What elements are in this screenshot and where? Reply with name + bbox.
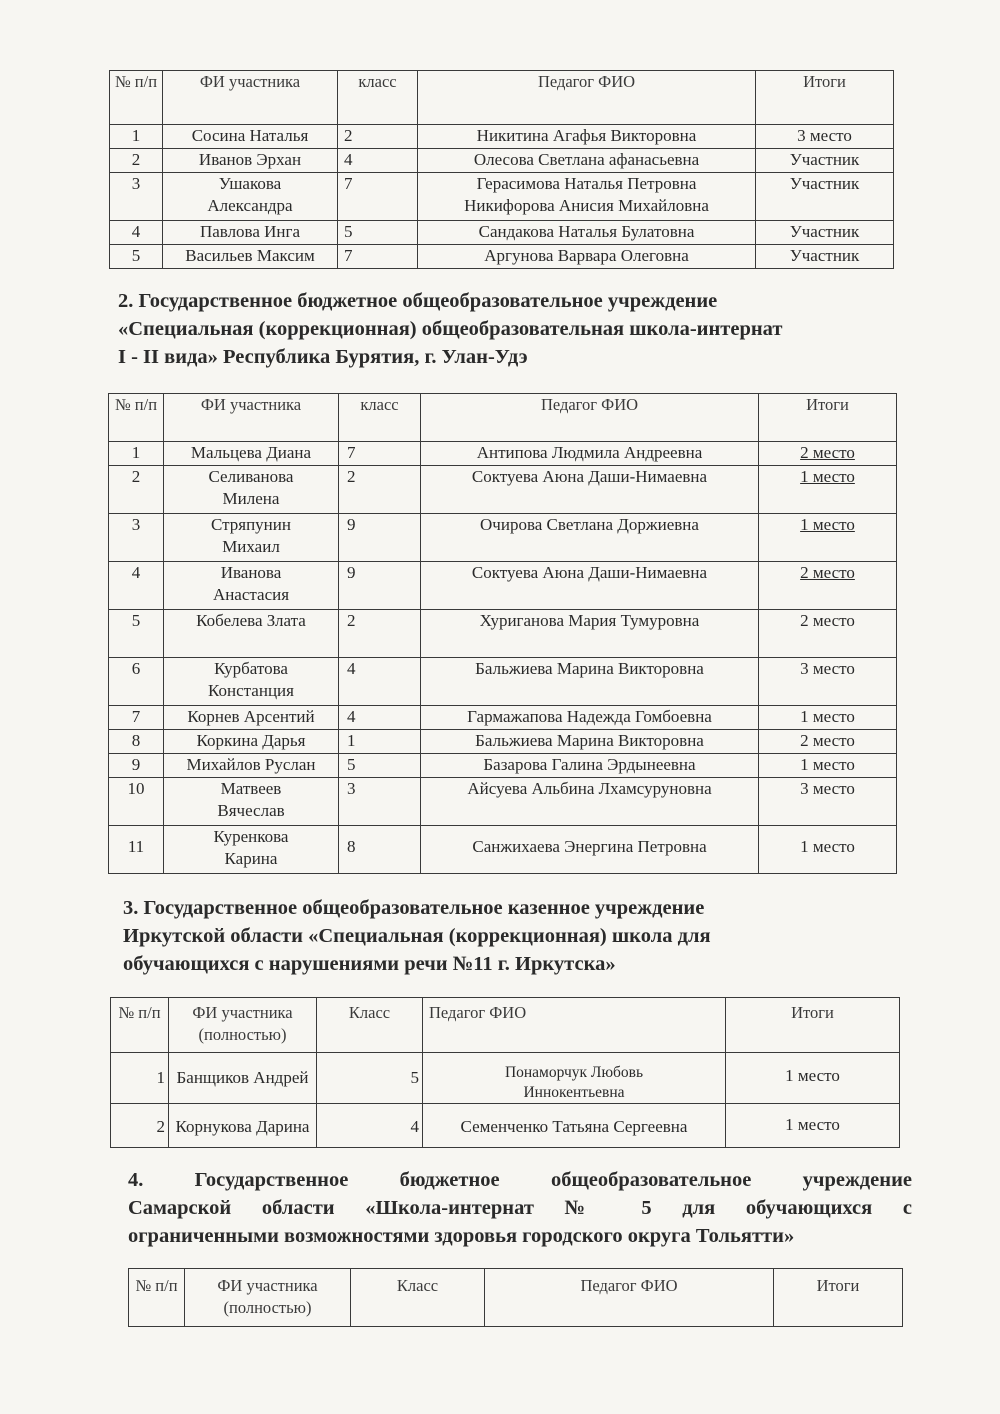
heading-line: 2. Государственное бюджетное общеобразовательное учреждение xyxy=(118,290,718,312)
cell-num: 11 xyxy=(109,826,164,874)
header-result: Итоги xyxy=(726,998,900,1053)
header-grade: Класс xyxy=(351,1269,485,1327)
cell-teacher: Семенченко Татьяна Сергеевна xyxy=(423,1104,726,1148)
heading-line: 4. Государственное бюджетное общеобразовательное учреждение xyxy=(128,1169,912,1191)
cell-grade: 8 xyxy=(339,826,421,874)
cell-teacher: Айсуева Альбина Лхамсуруновна xyxy=(421,778,759,826)
cell-num: 4 xyxy=(109,562,164,610)
table-row xyxy=(110,149,894,173)
cell-name: Михайлов Руслан xyxy=(164,754,339,778)
cell-num: 5 xyxy=(110,245,163,269)
cell-result: Участник xyxy=(756,245,894,269)
header-num: № п/п xyxy=(110,71,163,125)
cell-result: 1 место xyxy=(759,826,897,874)
cell-num: 2 xyxy=(109,466,164,514)
cell-teacher: Антипова Людмила Андреевна xyxy=(421,442,759,466)
cell-result: 1 место xyxy=(759,466,897,514)
cell-grade: 5 xyxy=(317,1053,423,1104)
table-row xyxy=(109,562,897,610)
cell-grade: 9 xyxy=(339,562,421,610)
cell-name: Банщиков Андрей xyxy=(169,1053,317,1104)
cell-num: 7 xyxy=(109,706,164,730)
cell-num: 2 xyxy=(110,149,163,173)
cell-num: 6 xyxy=(109,658,164,706)
cell-num: 1 xyxy=(110,125,163,149)
cell-grade: 5 xyxy=(339,754,421,778)
cell-num: 5 xyxy=(109,610,164,658)
table-row xyxy=(109,778,897,826)
cell-name: Иванов Эрхан xyxy=(163,149,338,173)
cell-num: 3 xyxy=(110,173,163,221)
cell-name: Селиванова Милена xyxy=(164,466,339,514)
header-result: Итоги xyxy=(774,1269,903,1327)
table-row xyxy=(109,730,897,754)
cell-grade: 4 xyxy=(339,706,421,730)
header-result: Итоги xyxy=(759,394,897,442)
cell-result: Участник xyxy=(756,149,894,173)
cell-teacher: Герасимова Наталья Петровна Никифорова Анисия Михайловна xyxy=(418,173,756,221)
cell-result: 2 место xyxy=(759,610,897,658)
table-row xyxy=(109,466,897,514)
cell-teacher: Понаморчук Любовь Иннокентьевна xyxy=(423,1053,726,1104)
table-row xyxy=(109,442,897,466)
cell-result: 1 место xyxy=(726,1104,900,1148)
cell-result: 2 место xyxy=(759,562,897,610)
header-teacher: Педагог ФИО xyxy=(423,998,726,1053)
results-table-1 xyxy=(109,70,894,269)
cell-name: Васильев Максим xyxy=(163,245,338,269)
cell-grade: 4 xyxy=(317,1104,423,1148)
section-3-heading xyxy=(123,894,893,978)
table-row xyxy=(111,1053,900,1104)
cell-teacher: Гармажапова Надежда Гомбоевна xyxy=(421,706,759,730)
table-row xyxy=(109,658,897,706)
table-header-row xyxy=(111,998,900,1053)
header-teacher: Педагог ФИО xyxy=(421,394,759,442)
table-header-row xyxy=(109,394,897,442)
table-row xyxy=(109,706,897,730)
cell-name: Сосина Наталья xyxy=(163,125,338,149)
section-4-heading xyxy=(128,1166,912,1250)
cell-result: 3 место xyxy=(756,125,894,149)
section-2-heading xyxy=(118,287,888,371)
results-table-2 xyxy=(108,393,897,874)
table-row xyxy=(109,514,897,562)
cell-name: Мальцева Диана xyxy=(164,442,339,466)
heading-line: I - II вида» Республика Бурятия, г. Улан-Удэ xyxy=(118,346,528,368)
cell-grade: 5 xyxy=(338,221,418,245)
cell-result: Участник xyxy=(756,221,894,245)
cell-teacher: Бальжиева Марина Викторовна xyxy=(421,730,759,754)
cell-grade: 4 xyxy=(338,149,418,173)
header-result: Итоги xyxy=(756,71,894,125)
cell-teacher: Бальжиева Марина Викторовна xyxy=(421,658,759,706)
header-teacher: Педагог ФИО xyxy=(485,1269,774,1327)
cell-teacher: Очирова Светлана Доржиевна xyxy=(421,514,759,562)
table-header-row xyxy=(129,1269,903,1327)
cell-num: 9 xyxy=(109,754,164,778)
heading-line: «Специальная (коррекционная) общеобразовательная школа-интернат xyxy=(118,318,783,340)
table-row xyxy=(109,754,897,778)
header-name: ФИ участника xyxy=(163,71,338,125)
table-row xyxy=(110,125,894,149)
cell-grade: 1 xyxy=(339,730,421,754)
header-teacher: Педагог ФИО xyxy=(418,71,756,125)
table-header-row xyxy=(110,71,894,125)
cell-result: 3 место xyxy=(759,658,897,706)
cell-num: 2 xyxy=(111,1104,169,1148)
heading-line: 3. Государственное общеобразовательное казенное учреждение xyxy=(123,897,705,919)
header-grade: класс xyxy=(338,71,418,125)
cell-name: Корнев Арсентий xyxy=(164,706,339,730)
cell-grade: 2 xyxy=(339,466,421,514)
table-row xyxy=(110,221,894,245)
cell-teacher: Базарова Галина Эрдынеевна xyxy=(421,754,759,778)
cell-grade: 7 xyxy=(339,442,421,466)
cell-name: Куренкова Карина xyxy=(164,826,339,874)
cell-result: 3 место xyxy=(759,778,897,826)
table-row xyxy=(110,173,894,221)
cell-name: Курбатова Констанция xyxy=(164,658,339,706)
cell-num: 10 xyxy=(109,778,164,826)
header-num: № п/п xyxy=(109,394,164,442)
cell-teacher: Аргунова Варвара Олеговна xyxy=(418,245,756,269)
results-table-4 xyxy=(128,1268,903,1327)
heading-line: Самарской области «Школа-интернат № 5 для обучающихся с xyxy=(128,1197,912,1219)
cell-grade: 7 xyxy=(338,245,418,269)
cell-grade: 9 xyxy=(339,514,421,562)
cell-grade: 3 xyxy=(339,778,421,826)
cell-teacher: Хуриганова Мария Тумуровна xyxy=(421,610,759,658)
cell-name: Матвеев Вячеслав xyxy=(164,778,339,826)
cell-grade: 2 xyxy=(339,610,421,658)
cell-teacher: Соктуева Аюна Даши-Нимаевна xyxy=(421,466,759,514)
cell-teacher: Никитина Агафья Викторовна xyxy=(418,125,756,149)
cell-result: 1 место xyxy=(726,1053,900,1104)
heading-line: ограниченными возможностями здоровья городского округа Тольятти» xyxy=(128,1225,795,1247)
heading-line: обучающихся с нарушениями речи №11 г. Иркутска» xyxy=(123,953,616,975)
header-num: № п/п xyxy=(111,998,169,1053)
cell-teacher: Санжихаева Энергина Петровна xyxy=(421,826,759,874)
cell-num: 3 xyxy=(109,514,164,562)
cell-result: Участник xyxy=(756,173,894,221)
cell-result: 2 место xyxy=(759,442,897,466)
cell-name: Ушакова Александра xyxy=(163,173,338,221)
cell-num: 8 xyxy=(109,730,164,754)
cell-result: 1 место xyxy=(759,754,897,778)
header-grade: Класс xyxy=(317,998,423,1053)
cell-grade: 4 xyxy=(339,658,421,706)
cell-name: Коркина Дарья xyxy=(164,730,339,754)
header-name: ФИ участника xyxy=(164,394,339,442)
header-grade: класс xyxy=(339,394,421,442)
table-row xyxy=(109,826,897,874)
cell-name: Павлова Инга xyxy=(163,221,338,245)
cell-name: Иванова Анастасия xyxy=(164,562,339,610)
cell-num: 4 xyxy=(110,221,163,245)
cell-name: Стряпунин Михаил xyxy=(164,514,339,562)
cell-name: Корнукова Дарина xyxy=(169,1104,317,1148)
cell-num: 1 xyxy=(111,1053,169,1104)
cell-teacher: Сандакова Наталья Булатовна xyxy=(418,221,756,245)
cell-result: 2 место xyxy=(759,730,897,754)
cell-grade: 2 xyxy=(338,125,418,149)
cell-result: 1 место xyxy=(759,706,897,730)
heading-line: Иркутской области «Специальная (коррекционная) школа для xyxy=(123,925,711,947)
cell-result: 1 место xyxy=(759,514,897,562)
results-table-3 xyxy=(110,997,900,1148)
table-row xyxy=(110,245,894,269)
header-name: ФИ участника (полностью) xyxy=(185,1269,351,1327)
cell-num: 1 xyxy=(109,442,164,466)
header-num: № п/п xyxy=(129,1269,185,1327)
cell-name: Кобелева Злата xyxy=(164,610,339,658)
table-row xyxy=(109,610,897,658)
header-name: ФИ участника (полностью) xyxy=(169,998,317,1053)
table-row xyxy=(111,1104,900,1148)
cell-grade: 7 xyxy=(338,173,418,221)
cell-teacher: Олесова Светлана афанасьевна xyxy=(418,149,756,173)
cell-teacher: Соктуева Аюна Даши-Нимаевна xyxy=(421,562,759,610)
